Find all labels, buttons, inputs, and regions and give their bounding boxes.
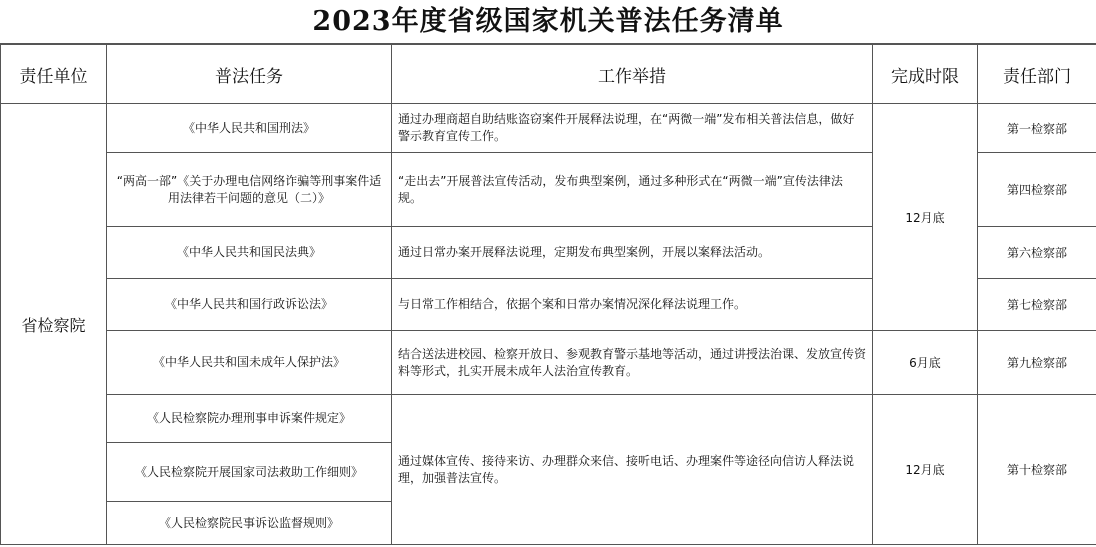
task-cell: 《中华人民共和国民法典》 (107, 227, 392, 279)
dept-cell: 第九检察部 (978, 331, 1096, 395)
header-measure: 工作举措 (392, 45, 873, 104)
dept-cell: 第六检察部 (978, 227, 1096, 279)
deadline-cell: 12月底 (873, 395, 978, 545)
measure-cell: “走出去”开展普法宣传活动，发布典型案例，通过多种形式在“两微一端”宣传法律法规。 (392, 153, 873, 227)
task-cell: 《人民检察院民事诉讼监督规则》 (107, 502, 392, 545)
header-dept: 责任部门 (978, 45, 1096, 104)
dept-cell: 第四检察部 (978, 153, 1096, 227)
header-unit: 责任单位 (1, 45, 107, 104)
header-deadline: 完成时限 (873, 45, 978, 104)
task-cell: 《中华人民共和国行政诉讼法》 (107, 279, 392, 331)
header-task: 普法任务 (107, 45, 392, 104)
dept-cell: 第七检察部 (978, 279, 1096, 331)
task-cell: 《中华人民共和国刑法》 (107, 104, 392, 153)
measure-cell: 结合送法进校园、检察开放日、参观教育警示基地等活动，通过讲授法治课、发放宣传资料等形式，扎实开展未成年人法治宣传教育。 (392, 331, 873, 395)
measure-cell: 通过办理商超自助结账盗窃案件开展释法说理，在“两微一端”发布相关普法信息，做好警示教育宣传工作。 (392, 104, 873, 153)
dept-cell: 第一检察部 (978, 104, 1096, 153)
dept-cell: 第十检察部 (978, 395, 1096, 545)
page-title: 2023年度省级国家机关普法任务清单 (0, 0, 1096, 44)
measure-cell: 通过媒体宣传、接待来访、办理群众来信、接听电话、办理案件等途径向信访人释法说理，加强普法宣传。 (392, 395, 873, 545)
table-header-row (1, 45, 1096, 104)
task-cell: 《人民检察院开展国家司法救助工作细则》 (107, 443, 392, 502)
measure-cell: 通过日常办案开展释法说理，定期发布典型案例，开展以案释法活动。 (392, 227, 873, 279)
task-cell: 《中华人民共和国未成年人保护法》 (107, 331, 392, 395)
task-cell: 《人民检察院办理刑事申诉案件规定》 (107, 395, 392, 443)
task-table (0, 44, 1096, 545)
deadline-cell: 12月底 (873, 104, 978, 331)
unit-cell: 省检察院 (1, 104, 107, 545)
table-row (1, 104, 1096, 153)
deadline-cell: 6月底 (873, 331, 978, 395)
table-row (1, 331, 1096, 395)
task-cell: “两高一部”《关于办理电信网络诈骗等刑事案件适用法律若干问题的意见（二）》 (107, 153, 392, 227)
measure-cell: 与日常工作相结合，依据个案和日常办案情况深化释法说理工作。 (392, 279, 873, 331)
table-row (1, 395, 1096, 443)
